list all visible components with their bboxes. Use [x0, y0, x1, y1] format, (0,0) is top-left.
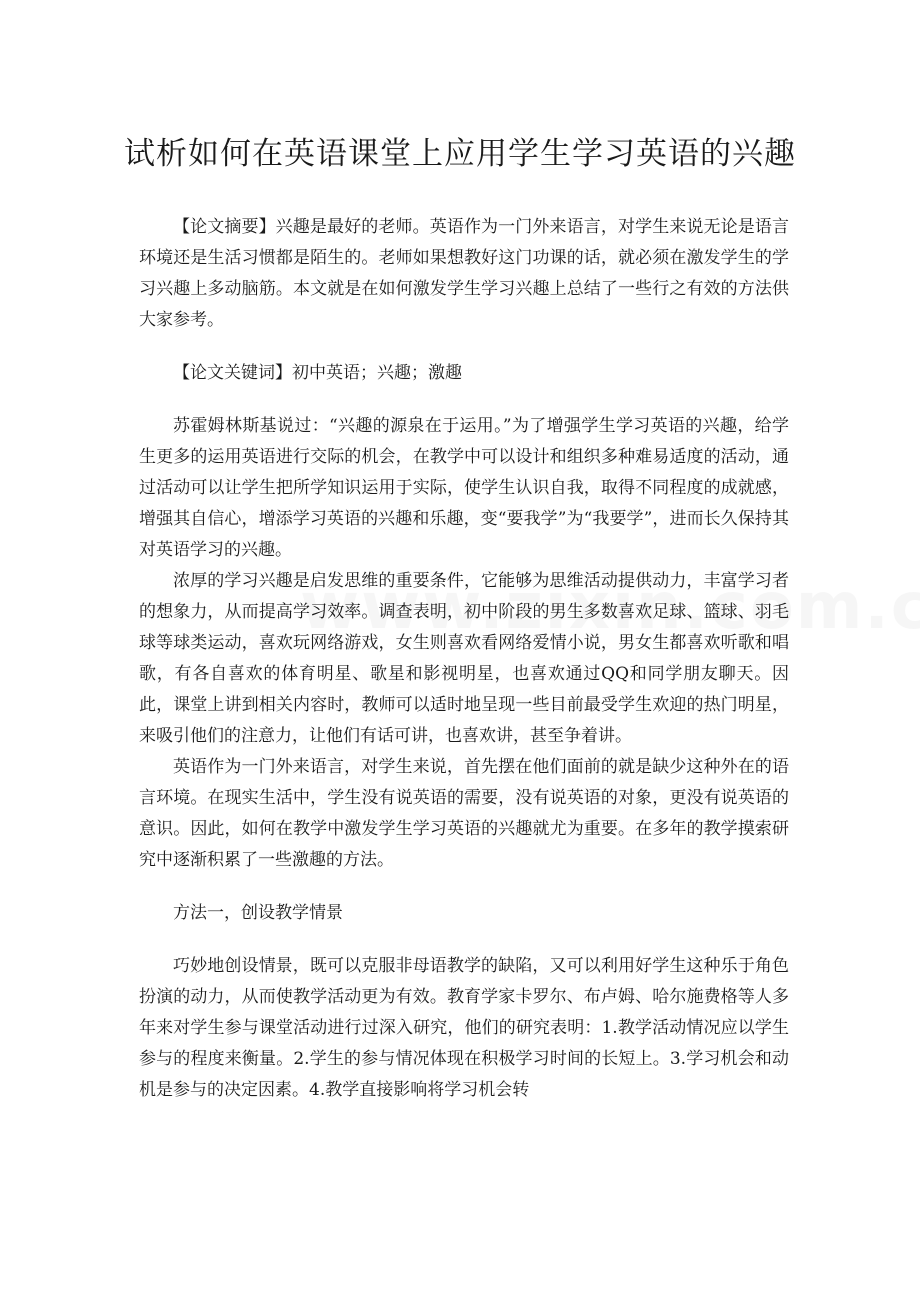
abstract-paragraph: 【论文摘要】兴趣是最好的老师。英语作为一门外来语言，对学生来说无论是语言环境还是生活习惯都是陌生的。老师如果想教好这门功课的话，就必须在激发学生的学习兴趣上多动脑筋。本文就是在如何激发学生学习兴趣上总结了一些行之有效的方法供大家参考。 [139, 217, 789, 330]
document-body [139, 212, 789, 1106]
body-paragraph-1: 苏霍姆林斯基说过：“兴趣的源泉在于运用。”为了增强学生学习英语的兴趣，给学生更多的运用英语进行交际的机会，在教学中可以设计和组织多种难易适度的活动，通过活动可以让学生把所学知识运用于实际，使学生认识自我，取得不同程度的成就感，增强其自信心，增添学习英语的兴趣和乐趣，变“要我学”为“我要学”，进而长久保持其对英语学习的兴趣。 [139, 416, 789, 560]
document-title: 试析如何在英语课堂上应用学生学习英语的兴趣 [124, 136, 796, 172]
body-paragraph-3: 英语作为一门外来语言，对学生来说，首先摆在他们面前的就是缺少这种外在的语言环境。在现实生活中，学生没有说英语的需要，没有说英语的对象，更没有说英语的意识。因此，如何在教学中激发学生学习英语的兴趣就尤为重要。在多年的教学摸索研究中逐渐积累了一些激趣的方法。 [139, 757, 789, 870]
method-paragraph: 巧妙地创设情景，既可以克服非母语教学的缺陷，又可以利用好学生这种乐于角色扮演的动力，从而使教学活动更为有效。教育学家卡罗尔、布卢姆、哈尔施费格等人多年来对学生参与课堂活动进行过深入研究，他们的研究表明：1.教学活动情况应以学生参与的程度来衡量。2.学生的参与情况体现在积极学习时间的长短上。3.学习机会和动机是参与的决定因素。4.教学直接影响将学习机会转 [139, 956, 789, 1100]
body-paragraph-2: 浓厚的学习兴趣是启发思维的重要条件，它能够为思维活动提供动力，丰富学习者的想象力，从而提高学习效率。调查表明，初中阶段的男生多数喜欢足球、篮球、羽毛球等球类运动，喜欢玩网络游戏，女生则喜欢看网络爱情小说，男女生都喜欢听歌和唱歌，有各自喜欢的体育明星、歌星和影视明星，也喜欢通过QQ和同学朋友聊天。因此，课堂上讲到相关内容时，教师可以适时地呈现一些目前最受学生欢迎的热门明星，来吸引他们的注意力，让他们有话可讲，也喜欢讲，甚至争着讲。 [139, 571, 789, 746]
method-heading: 方法一，创设教学情景 [173, 903, 343, 923]
keywords-paragraph: 【论文关键词】初中英语；兴趣；激趣 [173, 363, 462, 383]
